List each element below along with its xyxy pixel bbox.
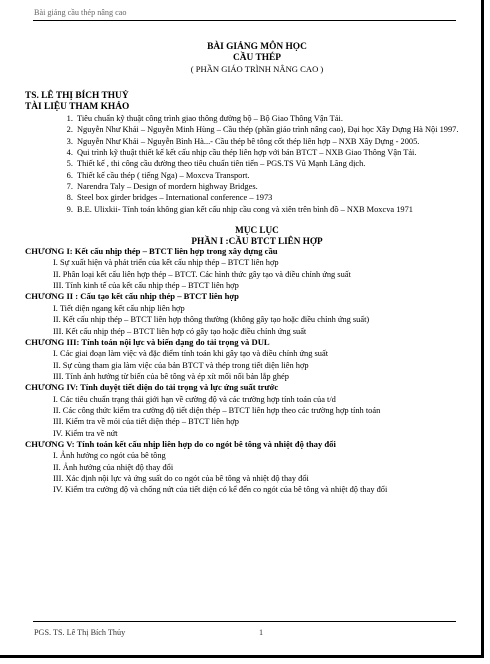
toc-title: MỤC LỤC — [235, 225, 279, 236]
toc-section: III. Tính ảnh hưởng từ biến của bê tông và ép xít mối nối bản lắp ghép — [53, 371, 289, 381]
reference-item: 2. Nguyễn Như Khải – Nguyễn Minh Hùng – Cầu thép (phần giáo trình nâng cao), Đại học Xây Dựng Hà Nội 1997. — [75, 124, 463, 135]
toc-section: I. Các tiêu chuẩn trạng thái giới hạn về cường độ và các trường hợp tính toán của t/d — [53, 394, 336, 404]
toc-part-title: PHẦN I :CẦU BTCT LIÊN HỢP — [191, 235, 323, 246]
toc-chapter-1: CHƯƠNG I: Kết cấu nhịp thép – BTCT liên hợp trong xây dựng cầu — [25, 246, 278, 257]
toc-chapter-3: CHƯƠNG III: Tính toán nội lực và biến dạng do tải trọng và DUL — [25, 336, 270, 347]
footer-author: PGS. TS. Lê Thị Bích Thủy — [34, 628, 126, 637]
reference-item: 4. Qui trình kỹ thuật thiết kế kết cấu nhịp cầu thép liên hợp với bản BTCT – NXB Giao Thông Vận Tải. — [75, 147, 463, 158]
header-rule — [33, 20, 456, 21]
toc-chapter-5: CHƯƠNG V: Tính toán kết cấu nhịp liên hợp do co ngót bê tông và nhiệt độ thay đổi — [25, 438, 336, 449]
toc-section: I. Các giai đoạn làm việc và đặc điểm tính toán khi gây tạo và điều chỉnh ứng suất — [53, 349, 329, 359]
toc-section: III. Kết cấu nhịp thép – BTCT liên hợp có gây tạo hoặc điều chỉnh ứng suất — [53, 326, 307, 336]
toc-section: III. Xác định nội lực và ứng suất do co ngót của bê tông và nhiệt độ thay đổi — [53, 473, 309, 483]
reference-item: 5. Thiết kế , thi công cầu đường theo tiêu chuẩn tiên tiến – PGS.TS Vũ Mạnh Lãng dịch. — [75, 158, 463, 169]
toc-section: III. Tính kinh tế của kết cấu nhịp thép – BTCT liên hợp — [53, 281, 239, 291]
reference-item: 7. Narendra Taly – Design of mordern highway Bridges. — [75, 181, 463, 192]
toc-section: II. Sự cùng tham gia làm việc của bản BTCT và thép trong tiết diện liên hợp — [53, 360, 309, 370]
title-line-1: BÀI GIẢNG MÔN HỌC — [207, 42, 307, 52]
reference-item: 3. Nguyễn Như Khải – Nguyễn Bình Hà...- Cầu thép bê tông cốt thép liên hợp – NXB Xây Dựng - 2005. — [75, 136, 463, 147]
toc-section: I. Tiết diện ngang kết cấu nhịp liên hợp — [53, 303, 185, 313]
toc-section: IV. Kiểm tra cường độ và chống nứt của tiết diện có kể đến co ngót của bê tông và nhiệt độ thay đổi — [53, 485, 388, 495]
toc-section: II. Các công thức kiểm tra cường độ tiết diện thép – BTCT liên hợp theo các trường hợp tính toán — [53, 405, 381, 415]
title-line-2: CẦU THÉP — [232, 53, 281, 63]
title-line-3: ( PHẦN GIÁO TRÌNH NÂNG CAO ) — [190, 64, 324, 74]
reference-item: 1. Tiêu chuẩn kỹ thuật công trình giao thông đường bộ – Bộ Giao Thông Vận Tải. — [75, 113, 463, 124]
running-header: Bài giảng cầu thép nâng cao — [34, 8, 127, 17]
page-content — [25, 42, 463, 496]
toc-section: II. Phân loại kết cấu liên hợp thép – BTCT. Các hình thức gây tạo và điều chỉnh ứng suất — [53, 269, 351, 279]
toc-section: IV. Kiểm tra về nứt — [53, 428, 118, 438]
references-list — [51, 113, 463, 215]
toc-section: II. Kết cấu nhịp thép – BTCT liên hợp thông thường (không gây tạo hoặc điều chỉnh ứng suất) — [53, 315, 370, 325]
toc-chapter-4: CHƯƠNG IV: Tính duyệt tiết diện do tải trọng và lực ứng suất trước — [25, 382, 279, 393]
reference-item: 6. Thiết kế cầu thép ( tiếng Nga) – Moxcva Transport. — [75, 170, 463, 181]
toc-chapter-2: CHƯƠNG II : Cấu tạo kết cấu nhịp thép – BTCT liên hợp — [25, 291, 239, 302]
toc-section: I. Sự xuất hiện và phát triển của kết cấu nhịp thép – BTCT liên hợp — [53, 258, 279, 268]
page-number: 1 — [259, 628, 264, 637]
footer-rule — [33, 621, 456, 622]
reference-item: 9. B.E. Ulixkii- Tính toán không gian kết cấu nhịp cầu cong và xiên trên bình đồ – NXB Moxcva 1971 — [75, 204, 463, 215]
references-title: TÀI LIỆU THAM KHẢO — [25, 102, 130, 112]
toc-section: II. Ảnh hưởng của nhiệt độ thay đổi — [53, 462, 174, 472]
toc-section: III. Kiểm tra về mỏi của tiết diện thép – BTCT liên hợp — [53, 417, 239, 427]
reference-item: 8. Steel box girder bridges – International conference – 1973 — [75, 192, 463, 203]
toc-section: I. Ảnh hưởng co ngót của bê tông — [53, 451, 166, 461]
author-name: TS. LÊ THỊ BÍCH THUỶ — [25, 91, 129, 101]
